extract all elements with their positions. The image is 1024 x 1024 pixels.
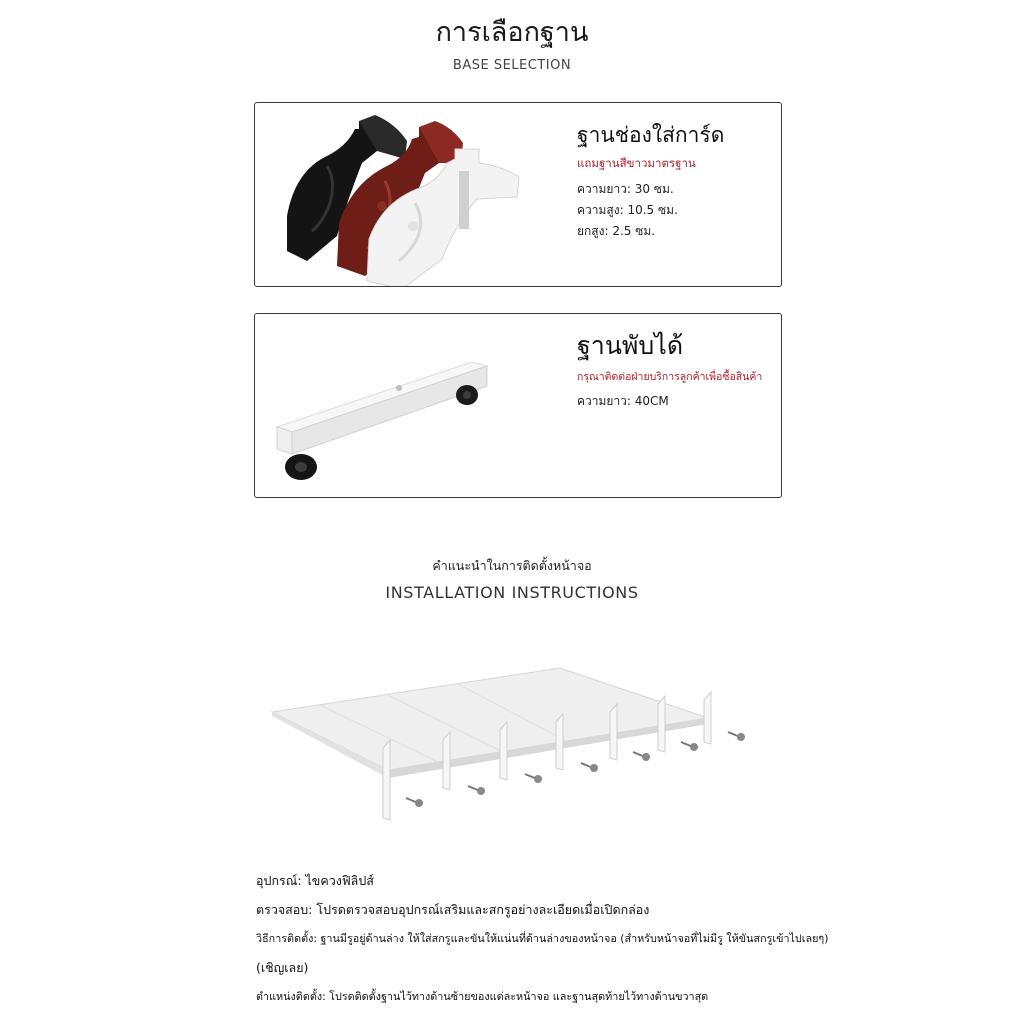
foldable-base-image xyxy=(267,322,567,497)
base-option-foldable xyxy=(254,313,782,498)
page-subtitle: BASE SELECTION xyxy=(452,58,572,73)
spec-lift: ยกสูง: 2.5 ซม. xyxy=(577,224,656,238)
base-specs xyxy=(577,179,678,242)
installation-illustration xyxy=(268,660,768,830)
note-tool: อุปกรณ์: ไขควงฟิลิปส์ xyxy=(256,873,374,888)
base-note: แถมฐานสีขาวมาตรฐาน xyxy=(577,156,696,170)
base-specs xyxy=(577,391,669,412)
note-method: วิธีการติดตั้ง: ฐานมีรูอยู่ด้านล่าง ให้ใส่สกรูและขันให้แน่นที่ด้านล่างของหน้าจอ (สำหรับหน้าจอที่ไม่มีรู ให้ขันสกรูเข้าไปเลยๆ) xyxy=(256,932,829,945)
note-check: ตรวจสอบ: โปรดตรวจสอบอุปกรณ์เสริมและสกรูอย่างละเอียดเมื่อเปิดกล่อง xyxy=(256,902,650,917)
page-title: การเลือกฐาน xyxy=(435,17,589,48)
installation-subtitle: INSTALLATION INSTRUCTIONS xyxy=(385,583,639,602)
base-title: ฐานช่องใส่การ์ด xyxy=(577,123,725,147)
card-slot-base-image xyxy=(267,111,557,286)
installation-title: คำแนะนำในการติดตั้งหน้าจอ xyxy=(432,558,592,573)
note-position: ตำแหน่งติดตั้ง: โปรดติดตั้งฐานไว้ทางด้านซ้ายของแต่ละหน้าจอ และฐานสุดท้ายไว้ทางด้านขวาสุด xyxy=(256,990,709,1003)
installation-notes xyxy=(256,866,996,1011)
spec-height: ความสูง: 10.5 ซม. xyxy=(577,203,678,217)
base-note: กรุณาติดต่อฝ่ายบริการลูกค้าเพื่อซื้อสินค้า xyxy=(577,371,763,383)
note-extra: (เชิญเลย) xyxy=(256,960,309,975)
base-title: ฐานพับได้ xyxy=(577,331,684,360)
base-option-card-slot xyxy=(254,102,782,287)
spec-length: ความยาว: 30 ซม. xyxy=(577,182,674,196)
spec-length: ความยาว: 40CM xyxy=(577,394,669,408)
